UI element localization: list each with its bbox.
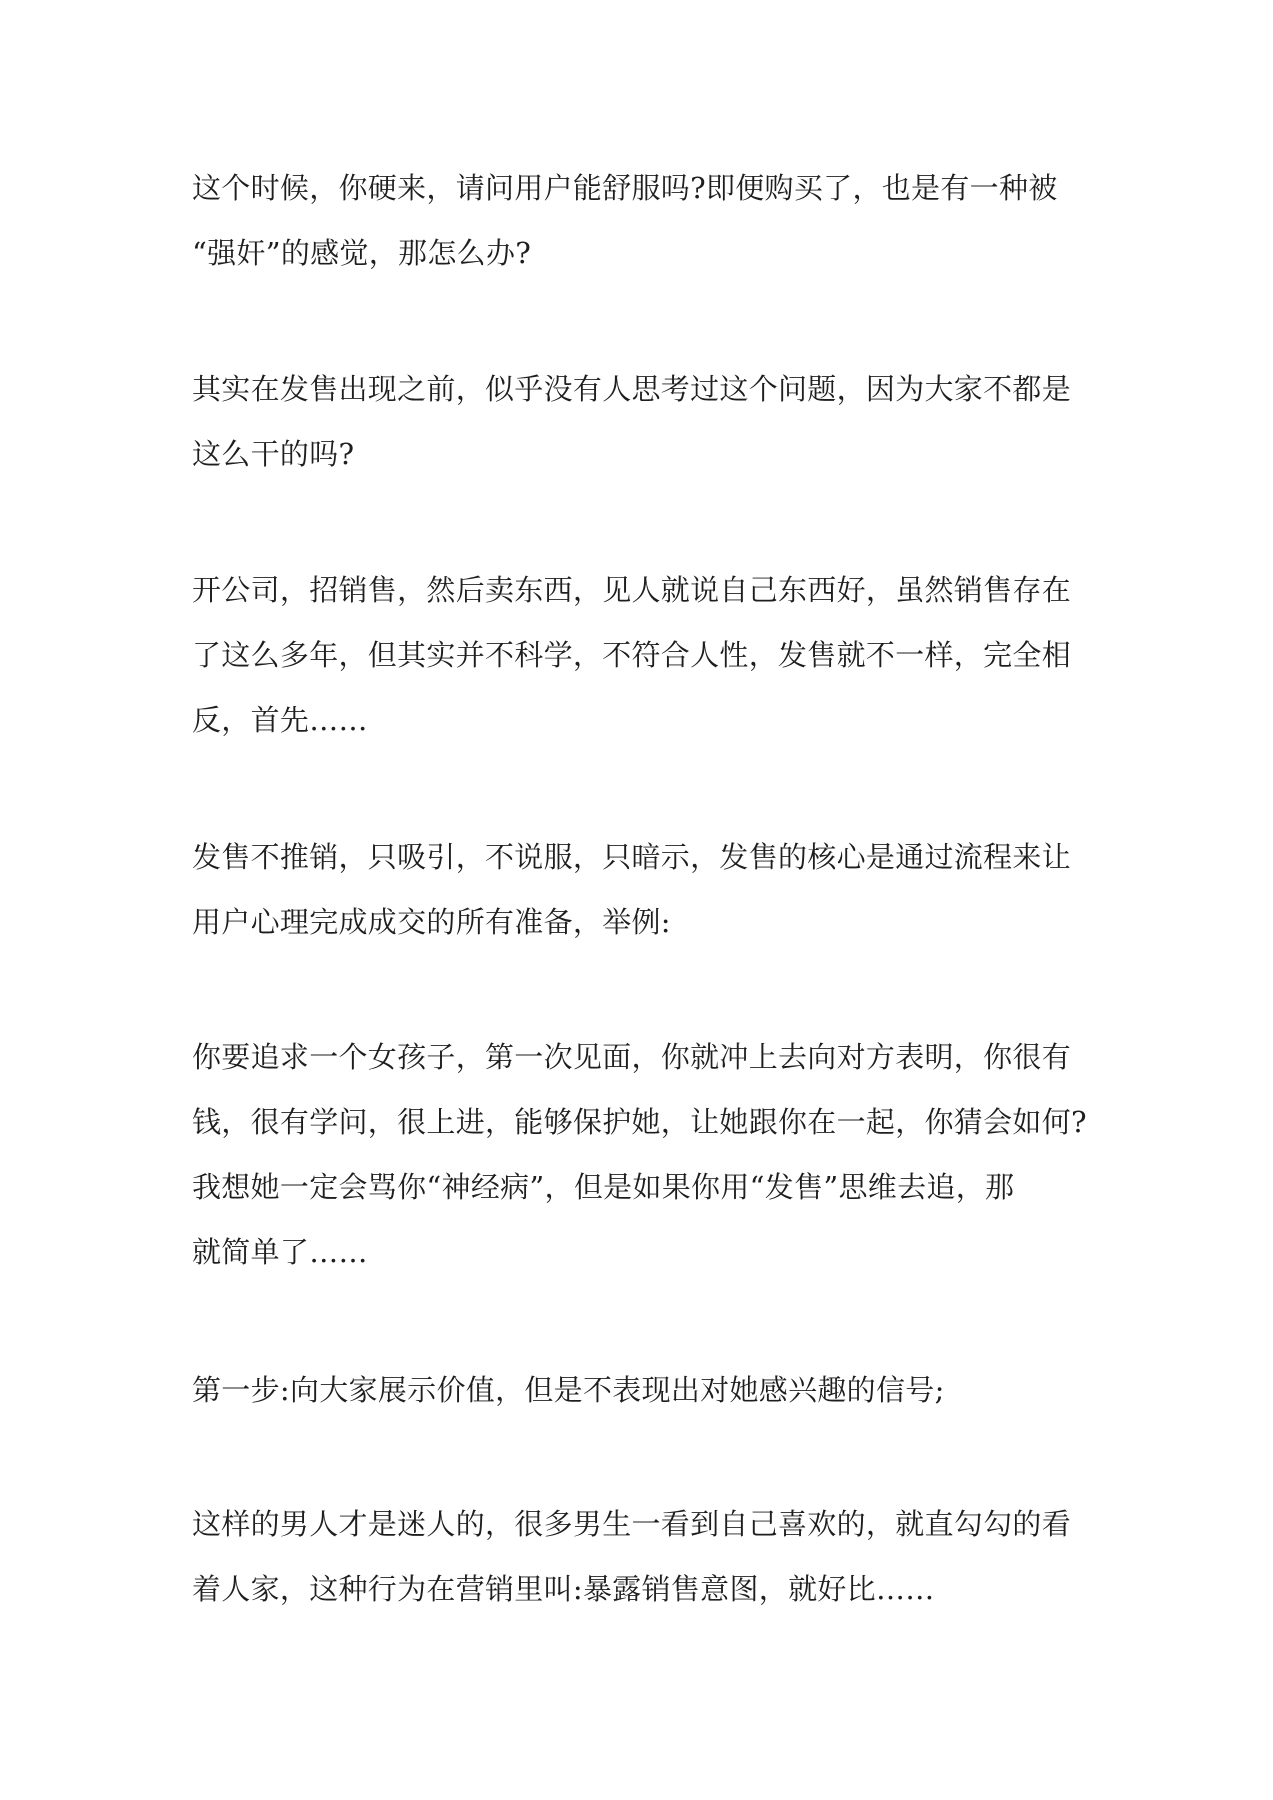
text-line: 反，首先…… [192,703,368,737]
text-line: “强奸”的感觉，那怎么办? [192,236,532,270]
text-line: 我想她一定会骂你“神经病”，但是如果你用“发售”思维去追，那 [192,1170,1015,1204]
text-line: 这个时候，你硬来，请问用户能舒服吗?即便购买了，也是有一种被 [192,171,1058,205]
text-line: 第一步:向大家展示价值，但是不表现出对她感兴趣的信号; [192,1373,945,1407]
text-line: 用户心理完成成交的所有准备，举例: [192,905,671,939]
text-line: 其实在发售出现之前，似乎没有人思考过这个问题，因为大家不都是 [192,372,1072,406]
text-line: 着人家，这种行为在营销里叫:暴露销售意图，就好比…… [192,1572,935,1606]
text-line: 发售不推销，只吸引，不说服，只暗示，发售的核心是通过流程来让 [192,840,1072,874]
text-line: 开公司，招销售，然后卖东西，见人就说自己东西好，虽然销售存在 [192,573,1072,607]
text-line: 就简单了…… [192,1235,368,1269]
text-line: 钱，很有学问，很上进，能够保护她，让她跟你在一起，你猜会如何? [192,1105,1087,1139]
text-line: 这么干的吗? [192,437,355,471]
text-line: 你要追求一个女孩子，第一次见面，你就冲上去向对方表明，你很有 [192,1040,1072,1074]
text-line: 这样的男人才是迷人的，很多男生一看到自己喜欢的，就直勾勾的看 [192,1507,1072,1541]
text-line: 了这么多年，但其实并不科学，不符合人性，发售就不一样，完全相 [192,638,1072,672]
